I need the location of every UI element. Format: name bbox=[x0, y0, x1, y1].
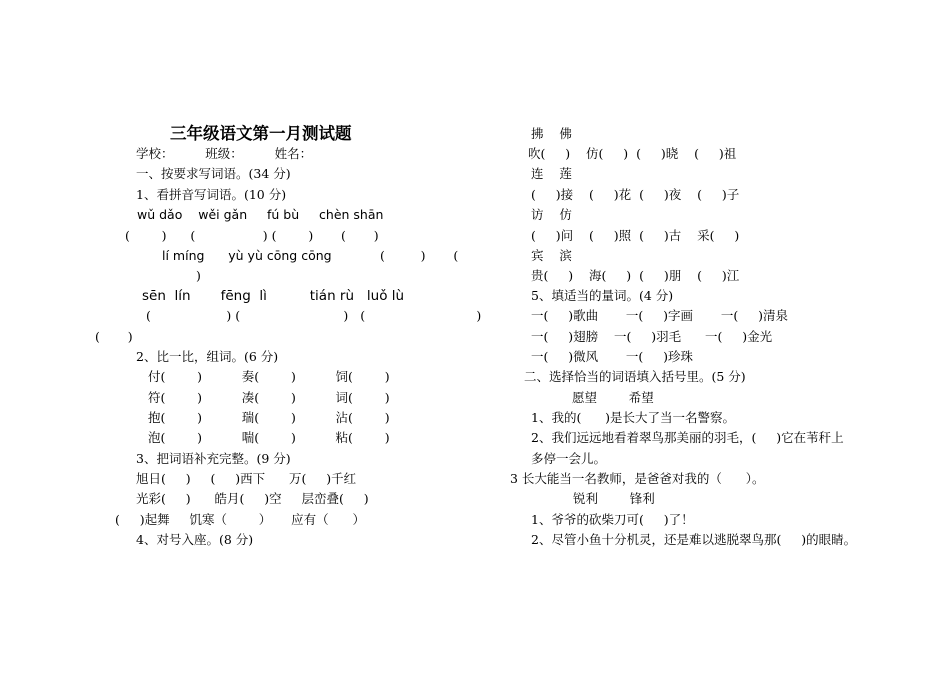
q2-row: 符( ) 凑( ) 词( ) bbox=[148, 390, 390, 405]
q4-pair2: 连 莲 bbox=[531, 166, 572, 181]
q1-blanks-row3b: ( ) bbox=[95, 329, 133, 344]
word-choices-1: 愿望 希望 bbox=[572, 390, 654, 405]
q1-pinyin-row1: wǔ dǎo wěi gǎn fú bù chèn shān bbox=[137, 207, 384, 222]
q3-row2: 光彩( ) 皓月( )空 层峦叠( ) bbox=[136, 491, 369, 506]
q2-row: 抱( ) 瑞( ) 沾( ) bbox=[148, 410, 390, 425]
q5-heading: 5、填适当的量词。(4 分) bbox=[531, 288, 674, 303]
page-title: 三年级语文第一月测试题 bbox=[170, 124, 352, 143]
q4-pair3: 访 仿 bbox=[531, 207, 572, 222]
sentence-3: 3 长大能当一名教师，是爸爸对我的（ ）。 bbox=[510, 471, 765, 486]
q3-row3: ( )起舞 饥寒（ ） 应有（ ） bbox=[115, 512, 365, 527]
q2-heading: 2、比一比，组词。(6 分) bbox=[136, 349, 279, 364]
sentence-2-cont: 多停一会儿。 bbox=[531, 451, 607, 466]
sentence-1: 1、我的( )是长大了当一名警察。 bbox=[531, 410, 736, 425]
word-choices-2: 锐利 锋利 bbox=[573, 491, 655, 506]
q1-blanks-row2b: ) bbox=[196, 268, 201, 283]
q4-heading: 4、对号入座。(8 分) bbox=[136, 532, 254, 547]
sentence-2: 2、我们远远地看着翠鸟那美丽的羽毛，( )它在苇秆上 bbox=[531, 430, 844, 445]
part1-heading: 一、按要求写词语。(34 分) bbox=[136, 166, 291, 181]
q4-pair4-blanks: 贵( ) 海( ) ( )朋 ( )江 bbox=[531, 268, 740, 283]
sentence-5: 2、尽管小鱼十分机灵，还是难以逃脱翠鸟那( )的眼睛。 bbox=[531, 532, 857, 547]
q1-pinyin-row2: lí míng yù yù cōng cōng bbox=[162, 248, 332, 263]
part2-heading: 二、选择恰当的词语填入括号里。(5 分) bbox=[524, 369, 746, 384]
q1-heading: 1、看拼音写词语。(10 分) bbox=[136, 187, 287, 202]
q2-row: 泡( ) 喘( ) 粘( ) bbox=[148, 430, 390, 445]
q4-pair2-blanks: ( )接 ( )花 ( )夜 ( )子 bbox=[531, 187, 740, 202]
q4-pair1-blanks: 吹( ) 仿( ) ( )晓 ( )祖 bbox=[528, 146, 737, 161]
q3-heading: 3、把词语补充完整。(9 分) bbox=[136, 451, 291, 466]
q1-blanks-row3: ( ) ( ) ( ) bbox=[146, 308, 482, 323]
q4-pair4: 宾 滨 bbox=[531, 248, 572, 263]
q5-row2: 一( )翅膀 一( )羽毛 一( )金光 bbox=[531, 329, 773, 344]
q3-row1: 旭日( ) ( )西下 万( )千红 bbox=[136, 471, 357, 486]
header-info: 学校： 班级： 姓名： bbox=[136, 146, 313, 161]
q4-pair1: 拂 佛 bbox=[531, 126, 572, 141]
q5-row3: 一( )微风 一( )珍珠 bbox=[531, 349, 694, 364]
q5-row1: 一( )歌曲 一( )字画 一( )清泉 bbox=[531, 308, 788, 323]
q1-pinyin-row3: sēn lín fēng lì tián rù luǒ lù bbox=[142, 288, 405, 304]
q1-blanks-row2a: ( ) ( bbox=[380, 248, 459, 263]
q2-row: 付( ) 奏( ) 饲( ) bbox=[148, 369, 390, 384]
sentence-4: 1、爷爷的砍柴刀可( )了！ bbox=[531, 512, 694, 527]
q1-blanks-row1: ( ) ( ) ( ) ( ) bbox=[125, 228, 379, 243]
q4-pair3-blanks: ( )问 ( )照 ( )古 采( ) bbox=[531, 228, 740, 243]
